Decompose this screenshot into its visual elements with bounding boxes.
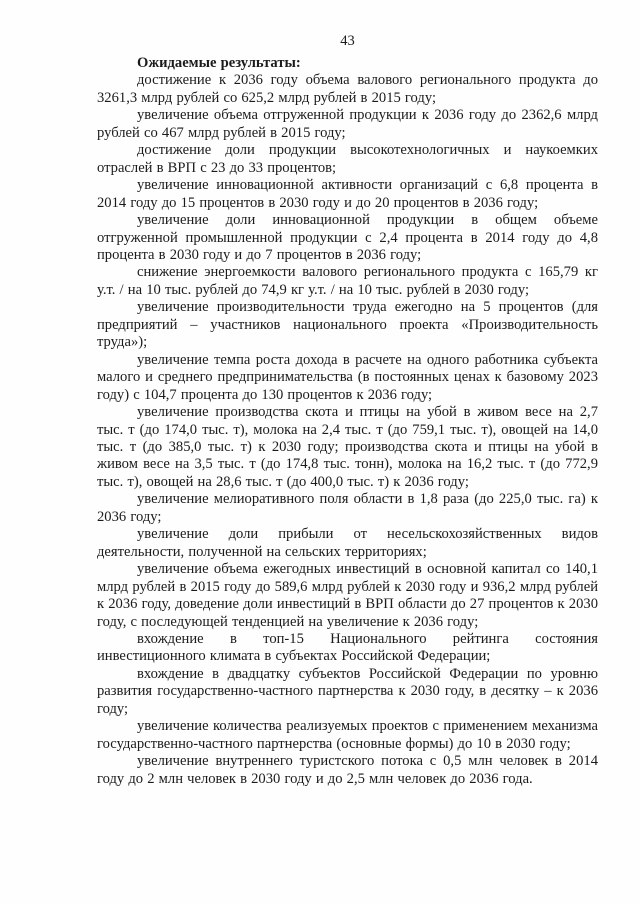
- paragraph: увеличение производства скота и птицы на убой в живом весе на 2,7 тыс. т (до 174,0 тыс. т), молока на 2,4 тыс. т (до 759,1 тыс. т), овощей на 14,0 тыс. т (до 385,0 тыс. т) к 2030 году; производства скота и птицы на убой в живом весе на 3,5 тыс. т (до 174,8 тыс. тонн), молока на 16,2 тыс. т (до 772,9 тыс. т), овощей на 28,6 тыс. т (до 400,0 тыс. т) к 2036 году;: [97, 404, 598, 490]
- paragraph: увеличение инновационной активности организаций с 6,8 процента в 2014 году до 15 процентов в 2030 году и до 20 процентов в 2036 году;: [97, 177, 598, 211]
- paragraph: увеличение объема отгруженной продукции к 2036 году до 2362,6 млрд рублей со 467 млрд рублей в 2015 году;: [97, 107, 598, 141]
- paragraph: увеличение доли инновационной продукции в общем объеме отгруженной промышленной продукции с 2,4 процента в 2014 году до 4,8 процента в 2030 году и до 7 процентов в 2036 году;: [97, 212, 598, 263]
- paragraph: увеличение мелиоративного поля области в 1,8 раза (до 225,0 тыс. га) к 2036 году;: [97, 491, 598, 525]
- paragraph: увеличение внутреннего туристского потока с 0,5 млн человек в 2014 году до 2 млн человек в 2030 году и до 2,5 млн человек до 2036 года.: [97, 753, 598, 787]
- paragraph: вхождение в топ-15 Национального рейтинга состояния инвестиционного климата в субъектах Российской Федерации;: [97, 630, 598, 665]
- paragraph: снижение энергоемкости валового регионального продукта с 165,79 кг у.т. / на 10 тыс. рублей до 74,9 кг у.т. / на 10 тыс. рублей в 2030 году;: [97, 264, 598, 298]
- paragraph: увеличение количества реализуемых проектов с применением механизма государственно-частного партнерства (основные формы) до 10 в 2030 году;: [97, 718, 598, 752]
- document-body: [97, 55, 598, 788]
- paragraph: достижение доли продукции высокотехнологичных и наукоемких отраслей в ВРП с 23 до 33 процентов;: [97, 142, 598, 176]
- page-number: 43: [340, 33, 355, 49]
- paragraph: увеличение объема ежегодных инвестиций в основной капитал со 140,1 млрд рублей в 2015 году до 589,6 млрд рублей к 2030 году и 936,2 млрд рублей к 2036 году, доведение доли инвестиций в ВРП области до 27 процентов к 2030 году, с последующей тенденцией на увеличение к 2036 году;: [97, 561, 598, 630]
- paragraph: увеличение темпа роста дохода в расчете на одного работника субъекта малого и среднего предпринимательства (в постоянных ценах к базовому 2023 году) с 104,7 процента до 130 процентов к 2036 году;: [97, 351, 598, 403]
- section-heading: Ожидаемые результаты:: [137, 55, 301, 71]
- paragraph: увеличение доли прибыли от несельскохозяйственных видов деятельности, полученной на сельских территориях;: [97, 526, 598, 560]
- paragraph: достижение к 2036 году объема валового регионального продукта до 3261,3 млрд рублей со 625,2 млрд рублей в 2015 году;: [97, 72, 598, 106]
- paragraph: вхождение в двадцатку субъектов Российской Федерации по уровню развития государственно-частного партнерства к 2030 году, в десятку – к 2036 году;: [97, 665, 598, 717]
- paragraph: увеличение производительности труда ежегодно на 5 процентов (для предприятий – участников национального проекта «Производительность труда»);: [97, 299, 598, 351]
